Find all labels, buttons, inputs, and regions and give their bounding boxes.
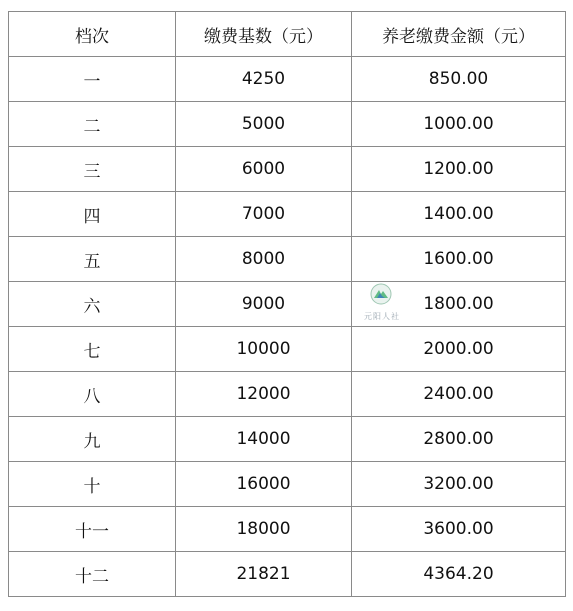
contribution-level-table	[8, 11, 566, 597]
table-row	[9, 372, 566, 417]
cell-level: 三	[9, 147, 176, 192]
cell-base: 14000	[176, 417, 352, 462]
cell-amount: 1800.00	[352, 282, 566, 327]
cell-level: 四	[9, 192, 176, 237]
cell-level: 二	[9, 102, 176, 147]
cell-level: 一	[9, 57, 176, 102]
cell-level: 十	[9, 462, 176, 507]
cell-level: 八	[9, 372, 176, 417]
cell-level: 七	[9, 327, 176, 372]
table-row	[9, 192, 566, 237]
table-row	[9, 552, 566, 597]
cell-amount: 2400.00	[352, 372, 566, 417]
header-pension-amount: 养老缴费金额（元）	[352, 12, 566, 57]
cell-amount: 2800.00	[352, 417, 566, 462]
cell-amount: 2000.00	[352, 327, 566, 372]
table-row	[9, 147, 566, 192]
cell-level: 六	[9, 282, 176, 327]
cell-level: 五	[9, 237, 176, 282]
table-row	[9, 237, 566, 282]
cell-base: 5000	[176, 102, 352, 147]
table-header-row	[9, 12, 566, 57]
watermark-text: 元阳人社	[364, 312, 400, 321]
table-row	[9, 102, 566, 147]
cell-base: 9000	[176, 282, 352, 327]
cell-base: 6000	[176, 147, 352, 192]
cell-amount: 4364.20	[352, 552, 566, 597]
cell-amount: 3200.00	[352, 462, 566, 507]
table-row	[9, 462, 566, 507]
cell-level: 十一	[9, 507, 176, 552]
fee-table-container	[8, 11, 565, 601]
table-row	[9, 57, 566, 102]
table-row	[9, 327, 566, 372]
cell-amount: 1200.00	[352, 147, 566, 192]
cell-base: 18000	[176, 507, 352, 552]
cell-amount: 1400.00	[352, 192, 566, 237]
cell-base: 10000	[176, 327, 352, 372]
header-contribution-base: 缴费基数（元）	[176, 12, 352, 57]
cell-base: 4250	[176, 57, 352, 102]
cell-base: 8000	[176, 237, 352, 282]
cell-amount: 3600.00	[352, 507, 566, 552]
cell-amount: 1000.00	[352, 102, 566, 147]
cell-base: 7000	[176, 192, 352, 237]
cell-amount: 850.00	[352, 57, 566, 102]
cell-level: 十二	[9, 552, 176, 597]
table-row	[9, 507, 566, 552]
header-level: 档次	[9, 12, 176, 57]
cell-base: 16000	[176, 462, 352, 507]
cell-base: 21821	[176, 552, 352, 597]
table-row	[9, 417, 566, 462]
cell-level: 九	[9, 417, 176, 462]
table-row	[9, 282, 566, 327]
cell-amount: 1600.00	[352, 237, 566, 282]
cell-base: 12000	[176, 372, 352, 417]
